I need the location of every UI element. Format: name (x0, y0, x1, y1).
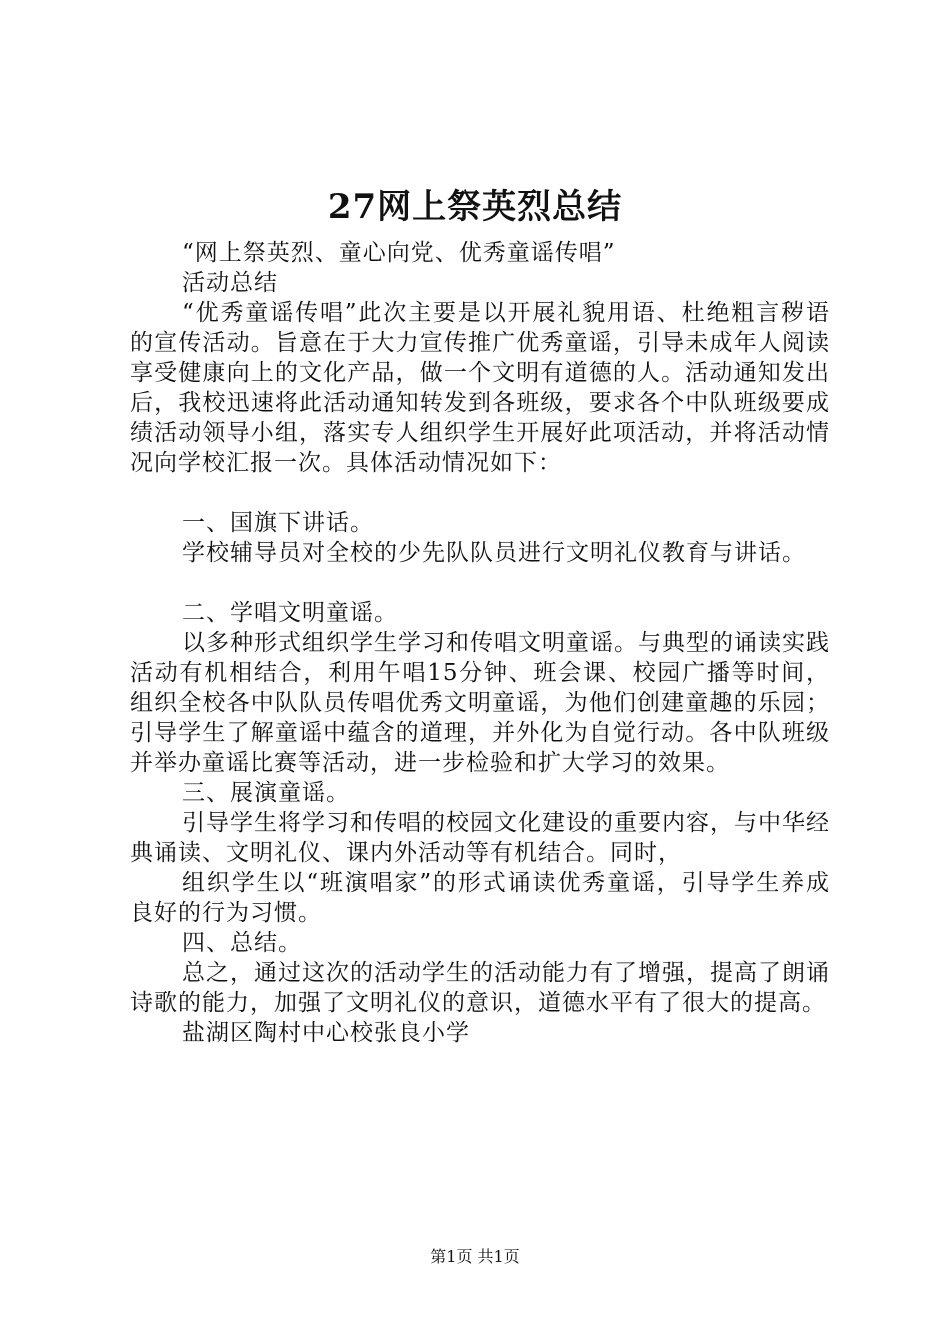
spacer (130, 568, 830, 598)
section-2-heading: 二、学唱文明童谣。 (182, 600, 398, 626)
section-1-heading: 一、国旗下讲话。 (182, 510, 374, 536)
spacer (130, 478, 830, 508)
section-3-text-1: 引导学生将学习和传唱的校园文化建设的重要内容，与中华经典诵读、文明礼仪、课内外活动等有机结合。同时， (130, 810, 830, 866)
section-3-heading: 三、展演童谣。 (182, 780, 350, 806)
signature: 盐湖区陶村中心校张良小学 (182, 1020, 470, 1046)
page-footer: 第1页 共1页 (430, 1247, 520, 1266)
document-title: 27网上祭英烈总结 (327, 187, 623, 227)
section-2-text: 以多种形式组织学生学习和传唱文明童谣。与典型的诵读实践活动有机相结合，利用午唱15分钟、班会课、校园广播等时间，组织全校各中队队员传唱优秀文明童谣，为他们创建童趣的乐园；引导学生了解童谣中蕴含的道理，并外化为自觉行动。各中队班级并举办童谣比赛等活动，进一步检验和扩大学习的效果。 (130, 630, 830, 776)
section-4-text: 总之，通过这次的活动学生的活动能力有了增强，提高了朗诵诗歌的能力，加强了文明礼仪的意识，道德水平有了很大的提高。 (130, 960, 830, 1016)
section-1-text: 学校辅导员对全校的少先队队员进行文明礼仪教育与讲话。 (182, 540, 806, 566)
document-body (130, 238, 830, 1048)
subtitle-line-1: “网上祭英烈、童心向党、优秀童谣传唱” (182, 240, 616, 266)
subtitle-line-2: 活动总结 (182, 270, 278, 296)
section-4-heading: 四、总结。 (182, 930, 302, 956)
section-3-text-2: 组织学生以“班演唱家”的形式诵读优秀童谣，引导学生养成良好的行为习惯。 (130, 870, 830, 926)
intro-paragraph: “优秀童谣传唱”此次主要是以开展礼貌用语、杜绝粗言秽语的宣传活动。旨意在于大力宣传推广优秀童谣，引导未成年人阅读享受健康向上的文化产品，做一个文明有道德的人。活动通知发出后，我校迅速将此活动通知转发到各班级，要求各个中队班级要成绩活动领导小组，落实专人组织学生开展好此项活动，并将活动情况向学校汇报一次。具体活动情况如下： (130, 300, 830, 476)
